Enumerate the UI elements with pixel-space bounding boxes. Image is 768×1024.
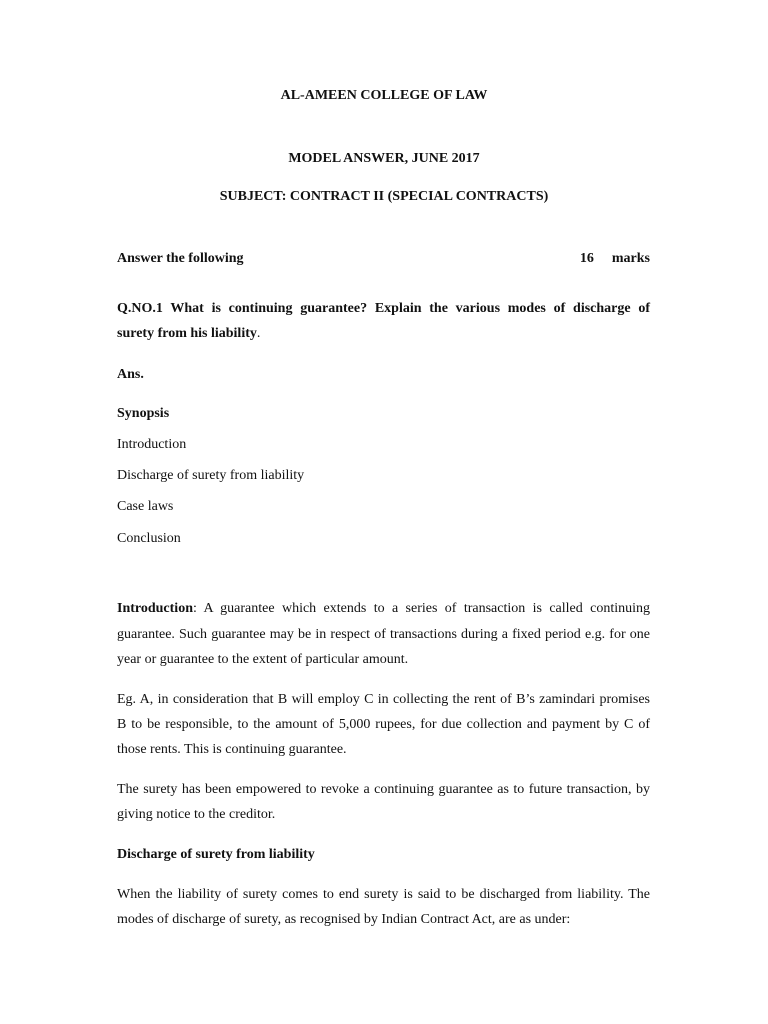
discharge-heading: Discharge of surety from liability [117,847,315,862]
marks-value: 16 [579,251,594,266]
example-line-3: those rents. This is continuing guarantee. [117,742,347,757]
synopsis-item: Discharge of surety from liability [117,468,305,483]
introduction-line-3: year or guarantee to the extent of particular amount. [117,652,409,667]
instructions-row [117,249,650,269]
subject-title: SUBJECT: CONTRACT II (SPECIAL CONTRACTS) [219,189,549,204]
introduction-line-2: guarantee. Such guarantee may be in respect of transactions during a fixed period e.g. for one [117,627,650,642]
synopsis-item: Case laws [117,499,174,514]
question-line-2 [117,324,650,344]
revoke-line-1: The surety has been empowered to revoke a continuing guarantee as to future transaction, by [117,782,650,797]
introduction-line-1-text: : A guarantee which extends to a series of transaction is called continuing [192,601,650,616]
question-line-1: Q.NO.1 What is continuing guarantee? Explain the various modes of discharge of [117,301,650,316]
college-title: AL-AMEEN COLLEGE OF LAW [280,88,488,103]
instructions-label: Answer the following [117,251,244,266]
synopsis-heading: Synopsis [117,406,170,421]
question-line-2-end: . [256,326,261,341]
discharge-line-2: modes of discharge of surety, as recognised by Indian Contract Act, are as under: [117,912,571,927]
example-line-1: Eg. A, in consideration that B will employ C in collecting the rent of B’s zamindari promises [117,692,650,707]
synopsis-item: Conclusion [117,531,181,546]
synopsis-item: Introduction [117,437,187,452]
introduction-term: Introduction [117,601,193,616]
answer-label: Ans. [117,367,144,382]
example-line-2: B to be responsible, to the amount of 5,000 rupees, for due collection and payment by C of [117,717,650,732]
question-line-2-text: surety from his liability [117,326,257,341]
marks-unit: marks [611,251,650,266]
discharge-line-1: When the liability of surety comes to end surety is said to be discharged from liability. The [117,887,650,902]
introduction-line-1 [117,599,650,619]
model-answer-title: MODEL ANSWER, JUNE 2017 [288,151,480,166]
revoke-line-2: giving notice to the creditor. [117,807,276,822]
marks-label [580,249,650,269]
